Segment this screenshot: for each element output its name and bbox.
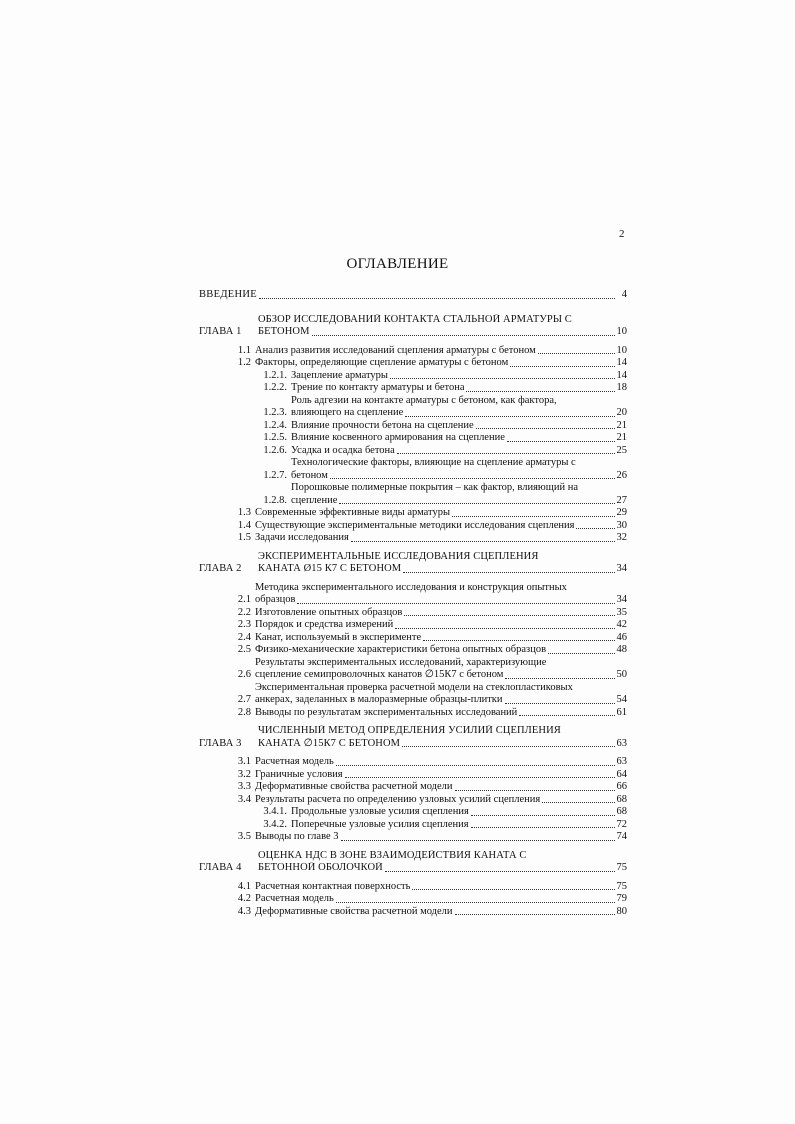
section-number: 2.4 xyxy=(237,631,251,643)
toc-line xyxy=(255,594,627,607)
toc-line xyxy=(255,893,627,906)
toc-line xyxy=(258,862,627,875)
toc-entry-title: Технологические факторы, влияющие на сцепление арматуры с xyxy=(291,457,576,468)
leader-dots xyxy=(452,515,614,517)
toc-entry[interactable] xyxy=(199,582,627,607)
toc-entry-title: Роль адгезии на контакте арматуры с бетоном, как фактора, xyxy=(291,394,557,406)
toc-line xyxy=(255,357,627,370)
toc-entry-page: 34 xyxy=(616,594,627,605)
section-number: 4.2 xyxy=(237,893,251,904)
toc-line xyxy=(258,314,627,327)
toc-entry[interactable] xyxy=(199,906,627,919)
section-number: 2.6 xyxy=(237,669,251,680)
toc-entry-title: Влияние прочности бетона на сцепление xyxy=(291,419,474,431)
toc-entry-title: Существующие экспериментальные методики исследования сцепления xyxy=(255,519,575,531)
toc-entry[interactable] xyxy=(199,819,627,832)
leader-dots xyxy=(385,870,615,872)
toc-line xyxy=(255,669,627,682)
toc-line xyxy=(258,326,627,339)
section-number: 1.1 xyxy=(237,344,251,356)
leader-dots xyxy=(351,540,615,542)
toc-entry-page: 4 xyxy=(621,289,627,300)
section-number: 1.2 xyxy=(237,357,251,368)
section-number: 2.2 xyxy=(237,606,251,618)
toc-entry-title: сцепление xyxy=(291,494,338,506)
toc-line xyxy=(255,781,627,794)
leader-dots xyxy=(519,714,614,716)
toc-line xyxy=(255,756,627,769)
toc-line xyxy=(291,470,627,483)
chapter-label: ГЛАВА 2 xyxy=(199,563,242,574)
leader-dots xyxy=(404,614,614,616)
leader-dots xyxy=(471,814,615,816)
toc-entry-title: Порошковые полимерные покрытия – как фактор, влияющий на xyxy=(291,482,578,493)
toc-entry-page: 68 xyxy=(616,793,627,805)
toc-line xyxy=(291,806,627,819)
leader-dots xyxy=(412,888,614,890)
toc-entry[interactable] xyxy=(199,893,627,906)
leader-dots xyxy=(507,440,615,442)
toc-entry-title: Факторы, определяющие сцепление арматуры с бетоном xyxy=(255,357,509,368)
toc-entry[interactable] xyxy=(199,781,627,794)
toc-entry-page: 63 xyxy=(616,756,627,767)
toc-entry-page: 21 xyxy=(616,419,627,431)
toc-entry-title: Экспериментальная проверка расчетной модели на стеклопластиковых xyxy=(255,681,573,693)
toc-line xyxy=(291,370,627,383)
toc-entry-title: Задачи исследования xyxy=(255,532,349,543)
toc-entry[interactable] xyxy=(199,520,627,533)
toc-entry-title: ЧИСЛЕННЫЙ МЕТОД ОПРЕДЕЛЕНИЯ УСИЛИЙ СЦЕПЛЕНИЯ xyxy=(258,725,561,736)
toc-line xyxy=(291,395,627,408)
section-number: 1.2.4. xyxy=(263,419,287,431)
section-number: 1.3 xyxy=(237,507,251,518)
toc-chapter-4[interactable] xyxy=(199,850,627,875)
toc-entry-title: влияющего на сцепление xyxy=(291,407,404,418)
section-number: 2.1 xyxy=(237,594,251,605)
toc-entry-page: 66 xyxy=(616,781,627,792)
toc-line xyxy=(255,632,627,645)
toc-entry-title: Расчетная модель xyxy=(255,893,334,904)
toc-entry-title: Зацепление арматуры xyxy=(291,369,388,381)
toc-entry-page: 46 xyxy=(616,631,627,643)
toc-entry-page: 21 xyxy=(616,432,627,443)
chapters-list xyxy=(199,314,627,919)
toc-entry-title: Порядок и средства измерений xyxy=(255,619,394,630)
leader-dots xyxy=(259,297,615,299)
table-of-contents xyxy=(199,289,627,918)
toc-line xyxy=(255,507,627,520)
toc-entry-title: Трение по контакту арматуры и бетона xyxy=(291,382,465,393)
toc-entry-title: анкерах, заделанных в малоразмерные образцы-плитки xyxy=(255,694,503,705)
toc-entry-page: 79 xyxy=(616,893,627,904)
section-number: 4.3 xyxy=(237,905,251,917)
toc-entry-page: 75 xyxy=(616,862,627,873)
toc-entry[interactable] xyxy=(199,432,627,445)
toc-line xyxy=(255,769,627,782)
toc-entry-title: сцепление семипроволочных канатов ∅15К7 с бетоном xyxy=(255,669,504,680)
toc-entry-page: 10 xyxy=(616,326,627,337)
section-number: 1.2.5. xyxy=(263,432,287,443)
toc-line xyxy=(255,881,627,894)
toc-entry-title: образцов xyxy=(255,594,296,605)
chapter-block xyxy=(199,850,627,919)
toc-line xyxy=(258,850,627,863)
section-number: 3.4.2. xyxy=(263,818,287,830)
toc-line xyxy=(255,607,627,620)
toc-entry-title: Усадка и осадка бетона xyxy=(291,444,395,456)
toc-entry[interactable] xyxy=(199,644,627,657)
toc-chapter-2[interactable] xyxy=(199,551,627,576)
toc-entry[interactable] xyxy=(199,370,627,383)
toc-entry[interactable] xyxy=(199,482,627,507)
toc-entry[interactable] xyxy=(199,420,627,433)
toc-entry-title: ВВЕДЕНИЕ xyxy=(199,289,257,300)
toc-entry-page: 32 xyxy=(616,532,627,543)
leader-dots xyxy=(397,452,615,454)
toc-line xyxy=(258,738,627,751)
toc-entry-title: Анализ развития исследований сцепления арматуры с бетоном xyxy=(255,344,536,356)
section-number: 2.7 xyxy=(237,694,251,705)
toc-entry-page: 68 xyxy=(616,806,627,817)
toc-line xyxy=(258,725,627,738)
section-number: 3.1 xyxy=(237,756,251,767)
leader-dots xyxy=(455,789,615,791)
section-number: 1.5 xyxy=(237,532,251,543)
toc-entry-page: 54 xyxy=(616,694,627,705)
toc-entry[interactable] xyxy=(199,395,627,420)
toc-entry-title: Влияние косвенного армирования на сцепление xyxy=(291,432,505,443)
leader-dots xyxy=(576,527,614,529)
toc-entry[interactable] xyxy=(199,831,627,844)
toc-entry-page: 72 xyxy=(616,818,627,830)
toc-entry-title: БЕТОННОЙ ОБОЛОЧКОЙ xyxy=(258,862,383,873)
chapter-label: ГЛАВА 3 xyxy=(199,737,242,749)
leader-dots xyxy=(341,839,615,841)
toc-entry-page: 80 xyxy=(616,905,627,917)
section-number: 1.2.6. xyxy=(263,444,287,456)
toc-entry-title: Канат, используемый в эксперименте xyxy=(255,631,422,643)
toc-entry-page: 26 xyxy=(616,469,627,481)
toc-entry-title: Результаты расчета по определению узловых усилий сцепления xyxy=(255,793,541,805)
toc-entry-page: 75 xyxy=(616,880,627,892)
toc-entry[interactable] xyxy=(199,707,627,720)
toc-line xyxy=(258,551,627,564)
toc-entry-title: Деформативные свойства расчетной модели xyxy=(255,905,453,917)
section-number: 1.2.1. xyxy=(263,369,287,381)
toc-line xyxy=(255,657,627,670)
toc-entry[interactable] xyxy=(199,794,627,807)
leader-dots xyxy=(466,390,614,392)
section-number: 1.4 xyxy=(237,519,251,531)
toc-entry-title: КАНАТА ∅15К7 С БЕТОНОМ xyxy=(258,737,401,749)
toc-entry-title: Изготовление опытных образцов xyxy=(255,606,403,618)
toc-entry[interactable] xyxy=(199,382,627,395)
leader-dots xyxy=(471,826,615,828)
toc-line xyxy=(255,582,627,595)
leader-dots xyxy=(505,677,614,679)
toc-entry[interactable] xyxy=(199,682,627,707)
toc-line xyxy=(291,495,627,508)
toc-line xyxy=(255,694,627,707)
section-number: 2.3 xyxy=(237,619,251,630)
chapter-label: ГЛАВА 4 xyxy=(199,862,242,873)
leader-dots xyxy=(548,652,614,654)
toc-line xyxy=(291,420,627,433)
toc-entry-page: 30 xyxy=(616,519,627,531)
section-number: 2.5 xyxy=(237,644,251,655)
toc-entry-title: Результаты экспериментальных исследований, характеризующие xyxy=(255,656,547,668)
section-number: 1.2.8. xyxy=(263,494,287,506)
toc-entry-page: 25 xyxy=(616,444,627,456)
toc-line xyxy=(291,432,627,445)
chapter-block xyxy=(199,551,627,720)
toc-entry-title: КАНАТА Ø15 К7 С БЕТОНОМ xyxy=(258,563,402,574)
toc-line xyxy=(255,707,627,720)
toc-entry-title: Продольные узловые усилия сцепления xyxy=(291,806,469,817)
toc-entry[interactable] xyxy=(199,769,627,782)
toc-entry[interactable] xyxy=(199,357,627,370)
toc-entry[interactable] xyxy=(199,532,627,545)
toc-line xyxy=(255,345,627,358)
toc-entry[interactable] xyxy=(199,657,627,682)
toc-entry-page: 48 xyxy=(616,644,627,655)
page-title: ОГЛАВЛЕНИЕ xyxy=(346,256,449,272)
leader-dots xyxy=(542,801,614,803)
toc-entry-page: 35 xyxy=(616,606,627,618)
toc-entry[interactable] xyxy=(199,756,627,769)
toc-line xyxy=(291,407,627,420)
section-number: 1.2.3. xyxy=(263,407,287,418)
toc-entry-page: 10 xyxy=(616,344,627,356)
toc-entry[interactable] xyxy=(199,345,627,358)
toc-line xyxy=(255,532,627,545)
toc-line xyxy=(291,457,627,470)
toc-entry[interactable] xyxy=(199,507,627,520)
toc-line xyxy=(291,819,627,832)
section-number: 4.1 xyxy=(237,880,251,892)
toc-entry[interactable] xyxy=(199,457,627,482)
toc-entry-title: Методика экспериментального исследования и конструкция опытных xyxy=(255,581,567,593)
toc-entry-page: 61 xyxy=(616,706,627,718)
toc-line xyxy=(291,445,627,458)
chapter-block xyxy=(199,314,627,545)
leader-dots xyxy=(423,639,614,641)
toc-entry-title: БЕТОНОМ xyxy=(258,326,310,337)
section-number: 1.2.2. xyxy=(263,382,287,393)
toc-entry-title: Физико-механические характеристики бетона опытных образцов xyxy=(255,644,547,655)
section-number: 1.2.7. xyxy=(263,469,287,481)
toc-chapter-3[interactable] xyxy=(199,725,627,750)
toc-entry[interactable] xyxy=(199,881,627,894)
leader-dots xyxy=(476,427,615,429)
toc-entry[interactable] xyxy=(199,445,627,458)
leader-dots xyxy=(339,502,614,504)
toc-entry-page: 50 xyxy=(616,669,627,680)
toc-entry-page: 20 xyxy=(616,407,627,418)
toc-entry-title: Выводы по главе 3 xyxy=(255,831,339,842)
toc-entry-title: Современные эффективные виды арматуры xyxy=(255,507,451,518)
toc-entry-introduction[interactable] xyxy=(199,289,627,302)
toc-line xyxy=(258,563,627,576)
toc-entry-page: 14 xyxy=(616,357,627,368)
toc-line xyxy=(255,831,627,844)
toc-entry-page: 74 xyxy=(616,831,627,842)
toc-entry-page: 34 xyxy=(616,563,627,574)
toc-entry-page: 42 xyxy=(616,619,627,630)
toc-entry-title: Расчетная модель xyxy=(255,756,334,767)
toc-entry-title: Граничные условия xyxy=(255,768,343,780)
section-number: 3.3 xyxy=(237,781,251,792)
toc-line xyxy=(255,906,627,919)
leader-dots xyxy=(390,377,615,379)
leader-dots xyxy=(505,702,615,704)
section-number: 3.2 xyxy=(237,768,251,780)
toc-entry-title: бетоном xyxy=(291,469,328,481)
toc-chapter-1[interactable] xyxy=(199,314,627,339)
toc-entry-title: Поперечные узловые усилия сцепления xyxy=(291,818,469,830)
leader-dots xyxy=(336,901,615,903)
leader-dots xyxy=(336,764,615,766)
section-number: 3.4.1. xyxy=(263,806,287,817)
toc-entry[interactable] xyxy=(199,607,627,620)
leader-dots xyxy=(395,627,614,629)
leader-dots xyxy=(330,477,615,479)
toc-line xyxy=(255,520,627,533)
toc-entry-title: ЭКСПЕРИМЕНТАЛЬНЫЕ ИССЛЕДОВАНИЯ СЦЕПЛЕНИЯ xyxy=(258,550,539,562)
toc-entry-page: 14 xyxy=(616,369,627,381)
leader-dots xyxy=(455,913,615,915)
leader-dots xyxy=(538,352,615,354)
toc-entry-page: 27 xyxy=(616,494,627,506)
toc-line xyxy=(255,619,627,632)
toc-entry[interactable] xyxy=(199,806,627,819)
leader-dots xyxy=(312,334,615,336)
toc-entry[interactable] xyxy=(199,632,627,645)
toc-line xyxy=(291,382,627,395)
toc-entry-title: Расчетная контактная поверхность xyxy=(255,880,411,892)
toc-entry-title: Выводы по результатам экспериментальных исследований xyxy=(255,706,518,718)
toc-line xyxy=(255,644,627,657)
leader-dots xyxy=(403,571,614,573)
toc-entry-title: Деформативные свойства расчетной модели xyxy=(255,781,453,792)
toc-entry-page: 29 xyxy=(616,507,627,518)
toc-entry-page: 63 xyxy=(616,737,627,749)
toc-entry[interactable] xyxy=(199,619,627,632)
toc-line xyxy=(255,682,627,695)
toc-line xyxy=(255,794,627,807)
leader-dots xyxy=(345,776,615,778)
section-number: 3.5 xyxy=(237,831,251,842)
chapter-label: ГЛАВА 1 xyxy=(199,326,242,337)
section-number: 3.4 xyxy=(237,793,251,805)
section-number: 2.8 xyxy=(237,706,251,718)
page-number: 2 xyxy=(619,228,625,240)
toc-entry-title: ОБЗОР ИССЛЕДОВАНИЙ КОНТАКТА СТАЛЬНОЙ АРМАТУРЫ С xyxy=(258,313,572,325)
chapter-block xyxy=(199,725,627,844)
leader-dots xyxy=(510,365,614,367)
toc-entry-page: 18 xyxy=(616,382,627,393)
toc-entry-title: ОЦЕНКА НДС В ЗОНЕ ВЗАИМОДЕЙСТВИЯ КАНАТА С xyxy=(258,849,527,861)
leader-dots xyxy=(297,602,614,604)
leader-dots xyxy=(405,415,614,417)
toc-entry-page: 64 xyxy=(616,768,627,780)
toc-line xyxy=(291,482,627,495)
leader-dots xyxy=(402,745,614,747)
